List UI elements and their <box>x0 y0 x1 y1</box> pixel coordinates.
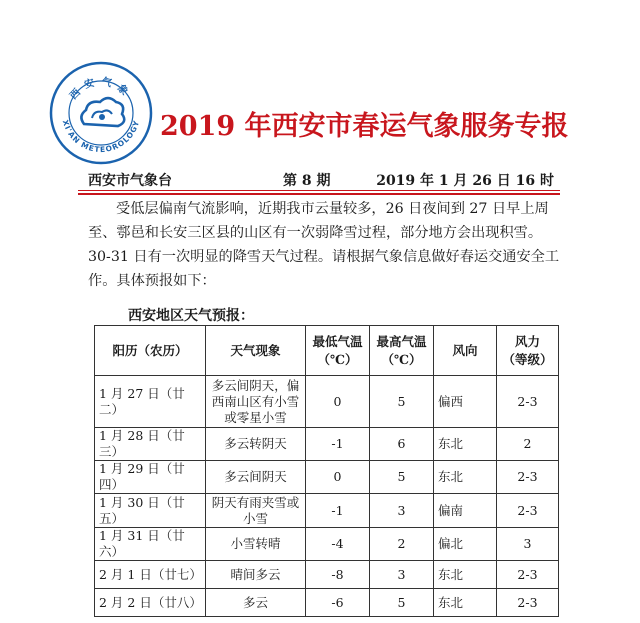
cell-min-temp: -4 <box>306 528 370 561</box>
cell-min-temp: -8 <box>306 561 370 589</box>
cell-weather: 多云间阴天 <box>206 461 306 494</box>
cell-min-temp: 0 <box>306 461 370 494</box>
table-row <box>95 494 559 528</box>
forecast-table <box>94 325 559 617</box>
cell-max-temp: 5 <box>370 461 434 494</box>
issue-number: 第 8 期 <box>283 173 331 189</box>
cell-date: 2 月 1 日（廿七） <box>95 561 206 589</box>
cell-wind-level: 3 <box>497 528 559 561</box>
cell-wind-level: 2-3 <box>497 561 559 589</box>
header-wind-level-label: 风力 <box>514 333 540 349</box>
cell-weather: 阴天有雨夹雪或小雪 <box>206 494 306 528</box>
header-wind-direction: 风向 <box>434 326 497 376</box>
header-wind-level-unit: （等级） <box>502 351 553 367</box>
cell-weather: 多云间阴天，偏西南山区有小雪或零星小雪 <box>206 376 306 428</box>
issue-date: 2019 年 1 月 26 日 16 时 <box>376 173 554 189</box>
cell-date: 1 月 29 日（廿四） <box>95 461 206 494</box>
cell-date: 1 月 28 日（廿三） <box>95 428 206 461</box>
cell-min-temp: -1 <box>306 494 370 528</box>
cell-wind-direction: 东北 <box>434 428 497 461</box>
header-max-temp-unit: （℃） <box>381 351 422 367</box>
header-max-temp <box>370 326 434 376</box>
issuing-org: 西安市气象台 <box>88 173 172 189</box>
table-row <box>95 528 559 561</box>
cell-max-temp: 2 <box>370 528 434 561</box>
cell-min-temp: -1 <box>306 428 370 461</box>
table-row <box>95 428 559 461</box>
cell-max-temp: 3 <box>370 561 434 589</box>
cell-min-temp: 0 <box>306 376 370 428</box>
header-max-temp-label: 最高气温 <box>376 333 427 349</box>
table-row <box>95 561 559 589</box>
table-header-row <box>95 326 559 376</box>
table-row <box>95 461 559 494</box>
cell-max-temp: 3 <box>370 494 434 528</box>
cell-max-temp: 5 <box>370 589 434 617</box>
cell-wind-level: 2-3 <box>497 376 559 428</box>
table-row <box>95 589 559 617</box>
cell-max-temp: 6 <box>370 428 434 461</box>
header-min-temp <box>306 326 370 376</box>
divider-thin <box>78 190 560 191</box>
cell-weather: 多云转阴天 <box>206 428 306 461</box>
header-min-temp-label: 最低气温 <box>312 333 363 349</box>
intro-paragraph: 受低层偏南气流影响，近期我市云量较多，26 日夜间到 27 日早上周至、鄠邑和长安三区县的山区有一次弱降雪过程，部分地方会出现积雪。30-31 日有一次明显的降雪天气过程。请根据气象信息做好春运交通安全工作。具体预报如下： <box>88 201 560 289</box>
cell-date: 2 月 2 日（廿八） <box>95 589 206 617</box>
xian-meteorology-logo <box>48 60 154 166</box>
cell-wind-direction: 东北 <box>434 589 497 617</box>
section-title: 西安地区天气预报： <box>128 308 254 324</box>
header-date: 阳历（农历） <box>95 326 206 376</box>
report-meta <box>78 168 560 190</box>
cell-min-temp: -6 <box>306 589 370 617</box>
cell-date: 1 月 31 日（廿六） <box>95 528 206 561</box>
table-row <box>95 376 559 428</box>
cell-wind-direction: 偏南 <box>434 494 497 528</box>
cell-wind-level: 2-3 <box>497 589 559 617</box>
cell-wind-level: 2 <box>497 428 559 461</box>
cell-date: 1 月 27 日（廿二） <box>95 376 206 428</box>
divider-thick <box>78 193 560 195</box>
cell-wind-direction: 偏北 <box>434 528 497 561</box>
cell-weather: 小雪转晴 <box>206 528 306 561</box>
cell-weather: 多云 <box>206 589 306 617</box>
cell-wind-direction: 东北 <box>434 561 497 589</box>
header-wind-level <box>497 326 559 376</box>
cell-date: 1 月 30 日（廿五） <box>95 494 206 528</box>
cell-wind-level: 2-3 <box>497 461 559 494</box>
cell-wind-level: 2-3 <box>497 494 559 528</box>
cell-wind-direction: 偏西 <box>434 376 497 428</box>
header-weather: 天气现象 <box>206 326 306 376</box>
cell-wind-direction: 东北 <box>434 461 497 494</box>
svg-text:西安气象: 西安气象 <box>68 76 134 102</box>
cell-max-temp: 5 <box>370 376 434 428</box>
cell-weather: 晴间多云 <box>206 561 306 589</box>
svg-text:XI'AN METEOROLOGY: XI'AN METEOROLOGY <box>60 118 142 155</box>
report-title: 2019 年西安市春运气象服务专报 <box>160 111 569 142</box>
header-min-temp-unit: （℃） <box>317 351 358 367</box>
